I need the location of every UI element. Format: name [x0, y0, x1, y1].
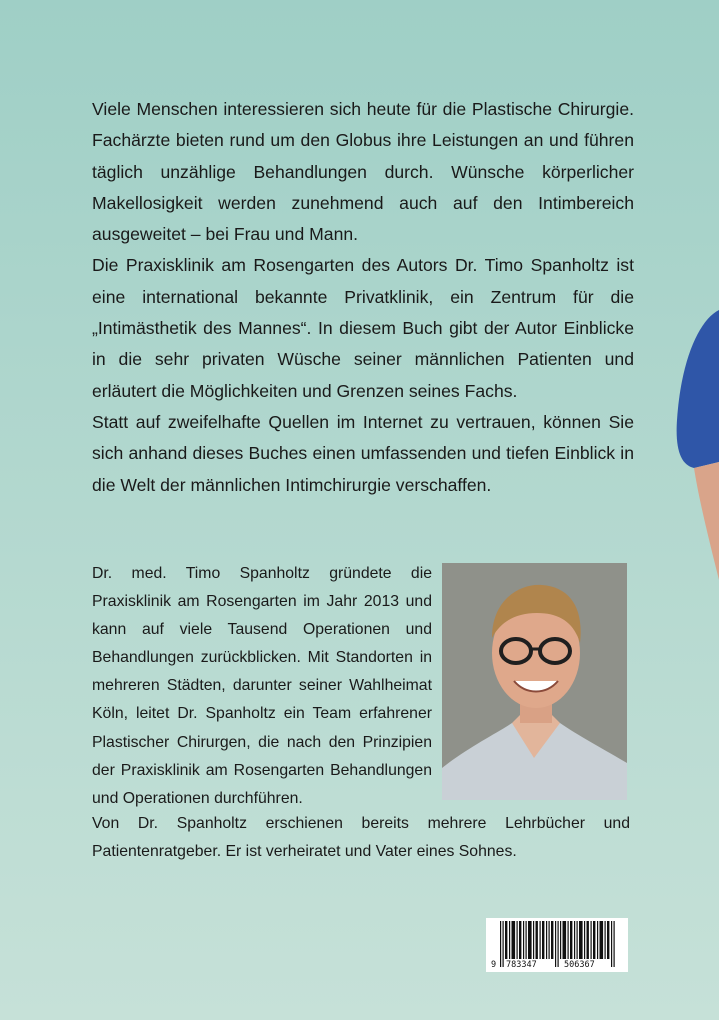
isbn-digits-right: 506367 — [564, 960, 595, 970]
author-bio-continued — [92, 810, 630, 866]
author-bio — [92, 560, 432, 813]
isbn-barcode — [486, 918, 628, 972]
cover-figure-shoulder — [659, 300, 719, 600]
author-bio-text: Dr. med. Timo Spanholtz gründete die Praxisklinik am Rosengarten im Jahr 2013 und kann auf viele Tausend Operationen und Behandlungen zurückblicken. Mit Standorten in mehreren Städten, darunter seiner Wahlheimat Köln, leitet Dr. Spanholtz ein Team erfahrener Plastischer Chirurgen, die nach den Prinzipien der Praxisklinik am Rosengarten Behandlungen und Operationen durchführen. — [92, 565, 432, 807]
isbn-digit-first: 9 — [491, 960, 497, 970]
blurb-paragraph-2: Die Praxisklinik am Rosengarten des Autors Dr. Timo Spanholtz ist eine international bekannte Privatklinik, ein Zentrum für die „Intimästhetik des Mannes“. In diesem Buch gibt der Autor Einblicke in die sehr privaten Wüsche seiner männlichen Patienten und erläutert die Möglichkeiten und Grenzen seines Fachs. — [92, 255, 634, 401]
blurb-paragraph-3: Statt auf zweifelhafte Quellen im Internet zu vertrauen, können Sie sich anhand dieses Buches einen umfassenden und tiefen Einblick in die Welt der männlichen Intimchirurgie verschaffen. — [92, 411, 634, 495]
isbn-digits-left: 783347 — [506, 960, 537, 970]
author-photo — [442, 563, 627, 800]
blurb-paragraph-1: Viele Menschen interessieren sich heute für die Plastische Chirurgie. Fachärzte bieten rund um den Globus ihre Leistungen an und führen täglich unzählige Behandlungen durch. Wünsche körperlicher Makellosigkeit werden zunehmend auch auf den Intimbereich ausgeweitet – bei Frau und Mann. — [92, 99, 634, 245]
author-bio-continued-text: Von Dr. Spanholtz erschienen bereits mehrere Lehrbücher und Patientenratgeber. Er ist verheiratet und Vater eines Sohnes. — [92, 815, 630, 861]
blurb-text — [92, 94, 634, 501]
